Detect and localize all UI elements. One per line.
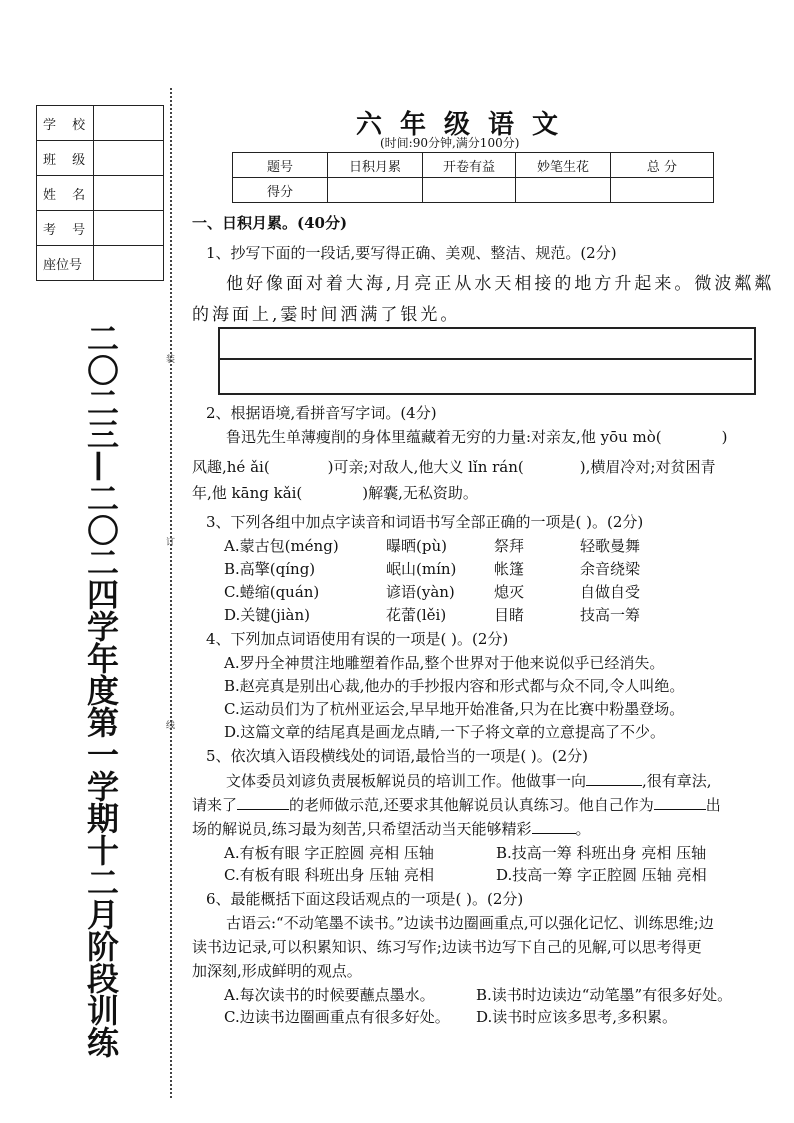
q6-para-line2: 读书边记录,可以积累知识、练习写作;边读书边写下自己的见解,可以思考得更 [192,938,702,956]
q3-d-word4: 技高一筹 [580,606,641,624]
q1-writing-divider [218,358,752,360]
score-cell[interactable] [423,178,516,203]
section1-title: 一、日积月累。(40分) [192,214,348,232]
info-field-exam-number[interactable] [94,211,164,246]
q2-stem: 2、根据语境,看拼音写字词。(4分) [206,404,437,422]
q4-option-a[interactable]: A.罗丹全神贯注地雕塑着作品,整个世界对于他来说似乎已经消失。 [224,654,665,672]
q3-b-word1: B.高擎(qíng) [224,560,316,578]
q5-p2-text: 请来了 [192,796,238,814]
q3-d-word1: D.关键(jiàn) [224,606,311,624]
q4-option-d[interactable]: D.这篇文章的结尾真是画龙点睛,一下子将文章的立意提高了不少。 [224,723,666,741]
q5-p1-text: 文体委员刘谚负责展板解说员的培训工作。他做事一向 [226,772,587,790]
q5-option-c[interactable]: C.有板有眼 科班出身 压轴 亮相 [224,866,435,884]
q6-option-b[interactable]: B.读书时边读边“动笔墨”有很多好处。 [476,986,733,1004]
binding-cut-line [170,88,172,1098]
q4-option-b[interactable]: B.赵亮真是别出心裁,他办的手抄报内容和形式都与众不同,令人叫绝。 [224,677,685,695]
q4-stem: 4、下列加点词语使用有误的一项是( )。(2分) [206,630,509,648]
binding-mark-ding: 订 [166,538,176,548]
q3-c-word1: C.蜷缩(quán) [224,583,320,601]
q1-writing-box[interactable] [218,327,756,395]
score-table [232,152,714,203]
q3-a-word4: 轻歌曼舞 [580,537,641,555]
q2-line1-close: ) [721,428,728,446]
q3-stem: 3、下列各组中加点字读音和词语书写全部正确的一项是( )。(2分) [206,513,644,531]
info-field-school[interactable] [94,106,164,141]
score-cell[interactable] [611,178,714,203]
exam-period-title: 二〇二三—二〇二四学年度第一学期十二月阶段训练 [82,322,120,1058]
q5-para-line2 [192,794,721,815]
q6-para-line1: 古语云:“不动笔墨不读书。”边读书边圈画重点,可以强化记忆、训练思维;边 [226,914,714,932]
info-field-seat[interactable] [94,246,164,281]
q2-line2-b: )可亲;对敌人,他大义 lǐn rán( [327,458,524,476]
q5-blank-1[interactable] [586,785,642,786]
q5-p1-text-end: ,很有章法, [642,772,712,790]
exam-subtitle: (时间:90分钟,满分100分) [380,136,520,150]
q2-line2 [192,456,715,477]
q2-line1 [226,426,728,447]
q2-line2-c: ),横眉冷对;对贫困青 [579,458,716,476]
q3-c-word2: 谚语(yàn) [386,583,455,601]
q5-p2-text-mid: 的老师做示范,还要求其他解说员认真练习。他自己作为 [289,796,654,814]
score-row-label: 得分 [233,178,328,203]
info-field-class[interactable] [94,141,164,176]
q5-blank-2[interactable] [237,809,289,810]
q5-p2-text-end: 出 [705,796,721,814]
q1-passage-line1: 他好像面对着大海,月亮正从水天相接的地方升起来。微波粼粼 [226,274,775,294]
q5-stem: 5、依次填入语段横线处的词语,最恰当的一项是( )。(2分) [206,747,589,765]
exam-title: 六年级语文 [356,110,577,140]
q5-para-line3 [192,818,591,839]
q5-blank-3[interactable] [654,809,706,810]
q6-option-d[interactable]: D.读书时应该多思考,多积累。 [476,1008,678,1026]
q2-line1-text: 鲁迅先生单薄瘦削的身体里蕴藏着无穷的力量:对亲友,他 yōu mò( [226,428,662,446]
q5-option-a[interactable]: A.有板有眼 字正腔圆 亮相 压轴 [224,844,434,862]
q5-blank-4[interactable] [532,833,576,834]
q5-p3-text-end: 。 [575,820,591,838]
binding-mark-xian: 线 [166,721,176,731]
q5-option-d[interactable]: D.技高一筹 字正腔圆 压轴 亮相 [496,866,707,884]
q2-line3 [192,482,478,503]
q3-b-word3: 帐篷 [494,560,525,578]
q1-passage-line2: 的海面上,霎时间洒满了银光。 [192,305,461,325]
info-label-name: 姓 名 [37,176,94,211]
info-label-school: 学 校 [37,106,94,141]
q3-a-word3: 祭拜 [494,537,525,555]
q3-a-word2: 曝晒(pù) [386,537,447,555]
q2-line3-a: 年,他 kāng kǎi( [192,484,303,502]
binding-mark-zhuang: 装 [166,355,176,365]
score-header-item: 题号 [233,153,328,178]
info-field-name[interactable] [94,176,164,211]
score-header-section2: 开卷有益 [423,153,516,178]
student-info-table [36,105,164,281]
q2-line2-a: 风趣,hé ǎi( [192,458,270,476]
score-header-section3: 妙笔生花 [516,153,611,178]
q3-c-word4: 自做自受 [580,583,641,601]
score-header-total: 总 分 [611,153,714,178]
score-cell[interactable] [328,178,423,203]
info-label-exam-number: 考 号 [37,211,94,246]
info-label-seat: 座位号 [37,246,94,281]
score-cell[interactable] [516,178,611,203]
q3-b-word4: 余音绕梁 [580,560,641,578]
info-label-class: 班 级 [37,141,94,176]
q5-p3-text: 场的解说员,练习最为刻苦,只希望活动当天能够精彩 [192,820,532,838]
q3-d-word3: 目睹 [494,606,525,624]
q3-d-word2: 花蕾(lěi) [386,606,447,624]
q3-a-word1: A.蒙古包(méng) [224,537,339,555]
q5-option-b[interactable]: B.技高一筹 科班出身 亮相 压轴 [496,844,707,862]
q4-option-c[interactable]: C.运动员们为了杭州亚运会,早早地开始准备,只为在比赛中粉墨登场。 [224,700,685,718]
q6-option-a[interactable]: A.每次读书的时候要蘸点墨水。 [224,986,435,1004]
q6-stem: 6、最能概括下面这段话观点的一项是( )。(2分) [206,890,524,908]
q5-para-line1 [226,770,712,791]
q6-option-c[interactable]: C.边读书边圈画重点有很多好处。 [224,1008,450,1026]
q2-line3-b: )解囊,无私资助。 [362,484,478,502]
q6-para-line3: 加深刻,形成鲜明的观点。 [192,962,362,980]
q1-stem: 1、抄写下面的一段话,要写得正确、美观、整洁、规范。(2分) [206,244,617,262]
q3-b-word2: 岷山(mín) [386,560,457,578]
score-header-section1: 日积月累 [328,153,423,178]
q3-c-word3: 熄灭 [494,583,525,601]
